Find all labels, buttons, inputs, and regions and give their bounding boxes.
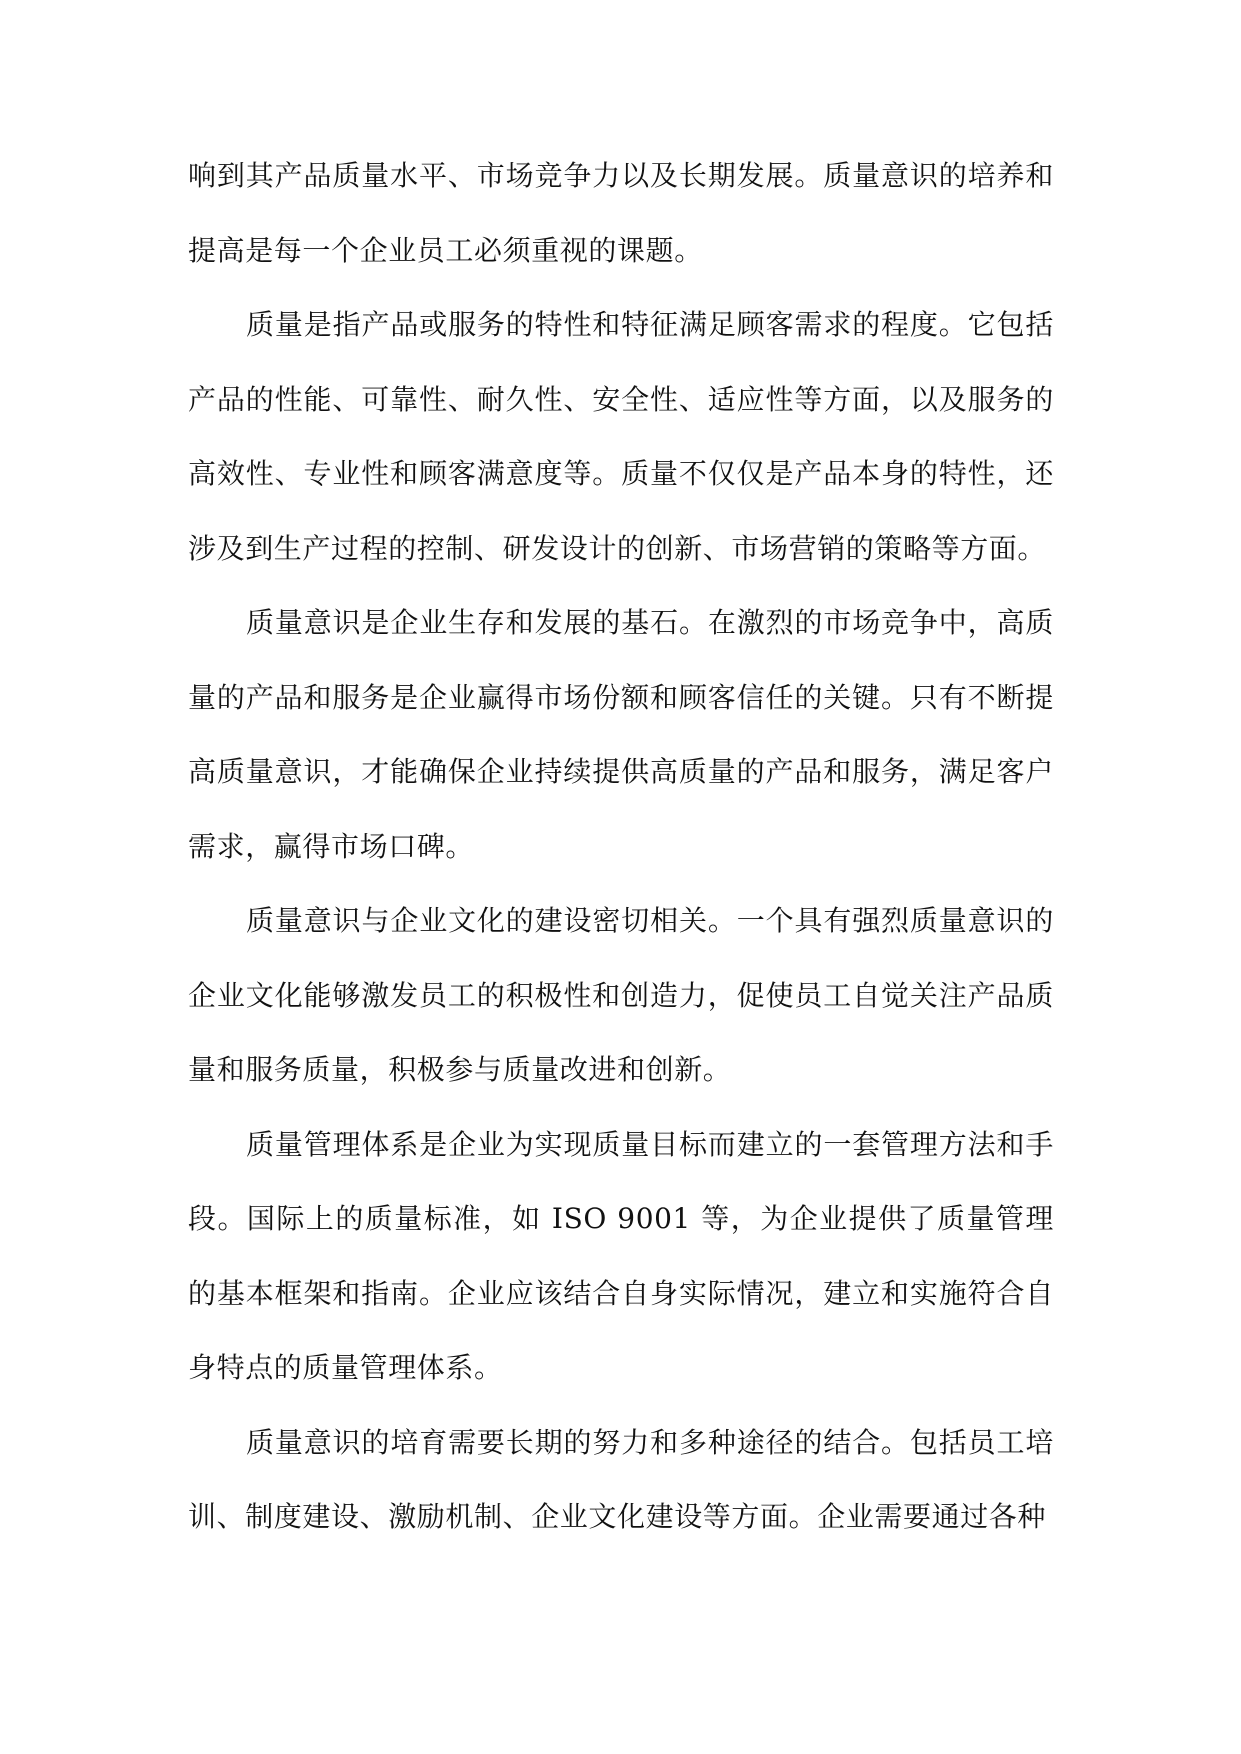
document-body	[188, 139, 1054, 1555]
paragraph-1: 响到其产品质量水平、市场竞争力以及长期发展。质量意识的培养和提高是每一个企业员工必须重视的课题。	[188, 159, 1054, 267]
paragraph-4: 质量意识与企业文化的建设密切相关。一个具有强烈质量意识的企业文化能够激发员工的积极性和创造力，促使员工自觉关注产品质量和服务质量，积极参与质量改进和创新。	[188, 904, 1054, 1086]
paragraph-6: 质量意识的培育需要长期的努力和多种途径的结合。包括员工培训、制度建设、激励机制、企业文化建设等方面。企业需要通过各种	[188, 1425, 1054, 1533]
paragraph-2: 质量是指产品或服务的特性和特征满足顾客需求的程度。它包括产品的性能、可靠性、耐久性、安全性、适应性等方面，以及服务的高效性、专业性和顾客满意度等。质量不仅仅是产品本身的特性，还涉及到生产过程的控制、研发设计的创新、市场营销的策略等方面。	[188, 308, 1054, 565]
paragraph-3: 质量意识是企业生存和发展的基石。在激烈的市场竞争中，高质量的产品和服务是企业赢得市场份额和顾客信任的关键。只有不断提高质量意识，才能确保企业持续提供高质量的产品和服务，满足客户需求，赢得市场口碑。	[188, 606, 1054, 863]
paragraph-5: 质量管理体系是企业为实现质量目标而建立的一套管理方法和手段。国际上的质量标准，如 ISO 9001 等，为企业提供了质量管理的基本框架和指南。企业应该结合自身实际情况，建立和实施符合自身特点的质量管理体系。	[188, 1127, 1054, 1384]
